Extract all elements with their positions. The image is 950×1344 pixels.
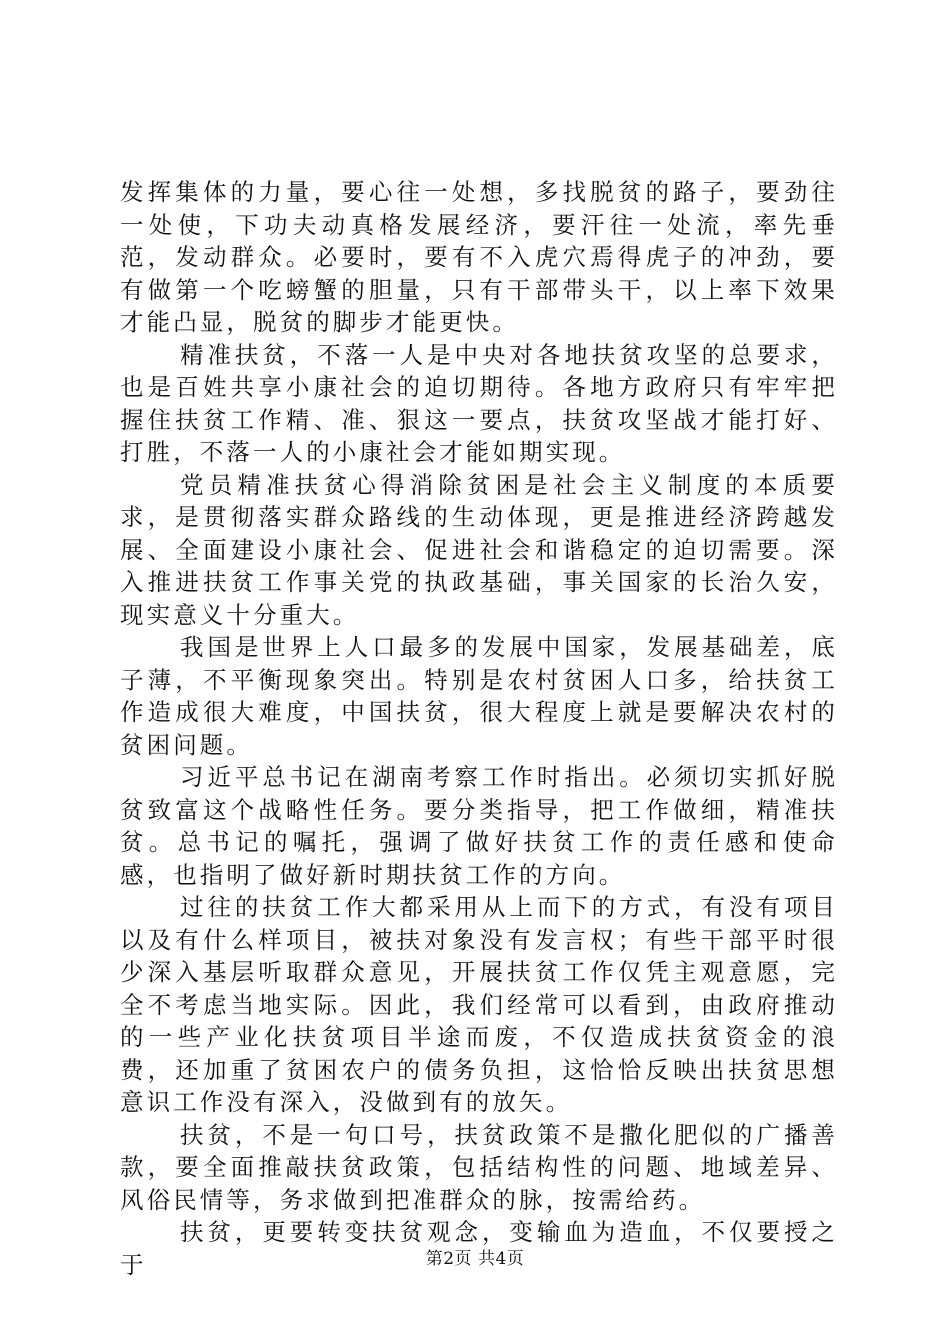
paragraph: 扶贫，不是一句口号，扶贫政策不是撒化肥似的广播善款，要全面推敲扶贫政策，包括结构性的问题、地域差异、风俗民情等，务求做到把准群众的脉，按需给药。 bbox=[120, 1120, 838, 1214]
paragraph: 发挥集体的力量，要心往一处想，多找脱贫的路子，要劲往一处使，下功夫动真格发展经济，要汗往一处流，率先垂范，发动群众。必要时，要有不入虎穴焉得虎子的冲劲，要有做第一个吃螃蟹的胆量，只有干部带头干，以上率下效果才能凸显，脱贫的脚步才能更快。 bbox=[120, 178, 838, 336]
paragraph: 我国是世界上人口最多的发展中国家，发展基础差，底子薄，不平衡现象突出。特别是农村贫困人口多，给扶贫工作造成很大难度，中国扶贫，很大程度上就是要解决农村的贫困问题。 bbox=[120, 633, 838, 759]
paragraph: 习近平总书记在湖南考察工作时指出。必须切实抓好脱贫致富这个战略性任务。要分类指导，把工作做细，精准扶贫。总书记的嘱托，强调了做好扶贫工作的责任感和使命感，也指明了做好新时期扶贫工作的方向。 bbox=[120, 763, 838, 889]
page-number-footer: 第2页 共4页 bbox=[425, 1249, 525, 1269]
paragraph: 过往的扶贫工作大都采用从上而下的方式，有没有项目以及有什么样项目，被扶对象没有发言权；有些干部平时很少深入基层听取群众意见，开展扶贫工作仅凭主观意愿，完全不考虑当地实际。因此，我们经常可以看到，由政府推动的一些产业化扶贫项目半途而废，不仅造成扶贫资金的浪费，还加重了贫困农户的债务负担，这恰恰反映出扶贫思想意识工作没有深入，没做到有的放矢。 bbox=[120, 893, 838, 1116]
paragraph: 精准扶贫，不落一人是中央对各地扶贫攻坚的总要求，也是百姓共享小康社会的迫切期待。各地方政府只有牢牢把握住扶贫工作精、准、狠这一要点，扶贫攻坚战才能打好、打胜，不落一人的小康社会才能如期实现。 bbox=[120, 340, 838, 466]
paragraph: 党员精准扶贫心得消除贫困是社会主义制度的本质要求，是贯彻落实群众路线的生动体现，更是推进经济跨越发展、全面建设小康社会、促进社会和谐稳定的迫切需要。深入推进扶贫工作事关党的执政基础，事关国家的长治久安，现实意义十分重大。 bbox=[120, 470, 838, 629]
document-body bbox=[120, 176, 838, 1281]
paragraph: 扶贫，更要转变扶贫观念，变输血为造血，不仅要授之于 bbox=[120, 1218, 838, 1279]
